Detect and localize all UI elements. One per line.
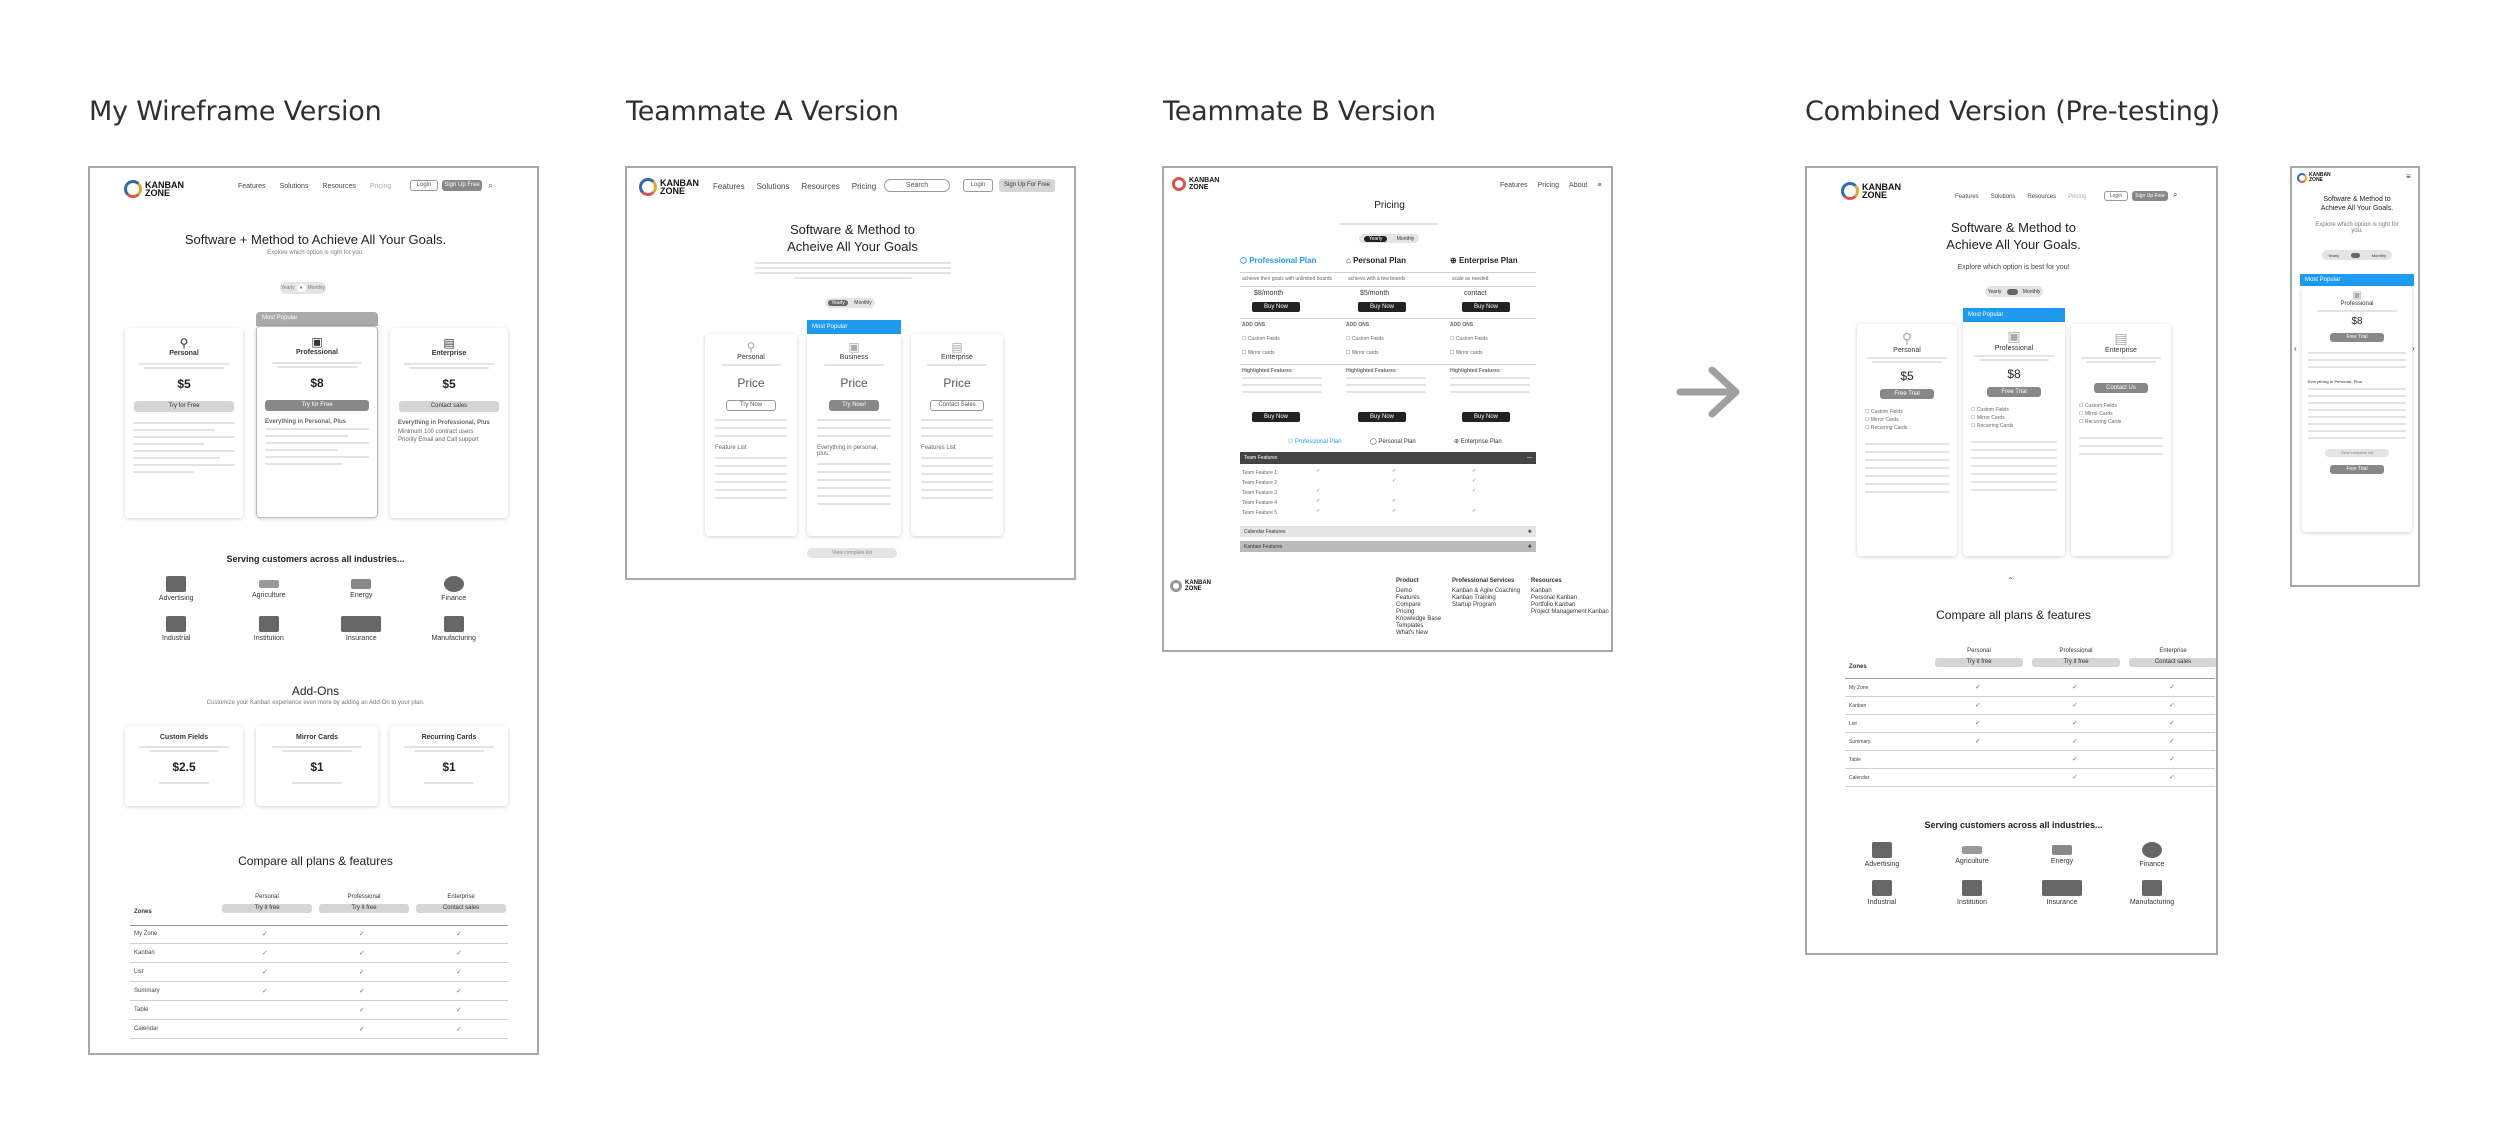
addon-checkbox-mirror-cards[interactable]: ☐ Mirror cards <box>1346 350 1379 356</box>
person-icon: ⚲ <box>1901 330 1913 346</box>
view-complete-list-button[interactable]: View complete list <box>807 548 897 558</box>
industry-institution: Institution <box>223 616 316 642</box>
plan-cta-button[interactable]: Free Trial <box>2330 333 2384 342</box>
building-icon: ▤ <box>2114 330 2128 346</box>
plan-name: Professional <box>2340 301 2374 307</box>
menu-icon[interactable]: ≡ <box>1597 182 1602 189</box>
carousel-next-icon[interactable]: › <box>2412 344 2415 353</box>
footer-link[interactable]: Compare <box>1396 602 1421 608</box>
hamburger-menu-icon[interactable]: ≡ <box>2406 172 2411 181</box>
team-features-header[interactable]: Team Features — <box>1240 452 1536 464</box>
addon-line: ☐ Custom Fields <box>1971 407 2009 413</box>
industry-finance: Finance <box>2107 842 2197 868</box>
addon-price: $2.5 <box>172 760 196 774</box>
most-popular-tab: Most Popular <box>256 312 378 326</box>
table-row: Team Feature 2 <box>1242 480 1278 486</box>
highlighted-label: Highlighted Features <box>1242 368 1292 374</box>
nav-solutions[interactable]: Solutions <box>756 182 790 191</box>
plan-name: Professional <box>1994 345 2034 352</box>
nav-resources[interactable]: Resources <box>801 182 840 191</box>
addon-line: ☐ Recurring Cards <box>1865 425 1908 431</box>
addons-title: Add-Ons <box>291 684 340 698</box>
everything-label: Everything in Personal, Plus <box>2308 379 2363 384</box>
zone-row: Summary <box>1849 739 1871 745</box>
toggle-monthly[interactable]: Monthly <box>2022 288 2041 295</box>
page-title-line1: Software & Method to <box>789 222 915 237</box>
zone-row: My Zone <box>1849 685 1869 691</box>
plan-everything-label: Everything in Professional, Plus <box>398 420 490 426</box>
addon-line: ☐ Custom Fields <box>2079 403 2117 409</box>
zone-row: Kanban <box>134 950 155 956</box>
addons-subtitle: Customize your Kanban experience even more by adding an Add-On to your plan. <box>206 700 425 706</box>
footer-resources: Resources Kanban Personal Kanban Portfolio Kanban Project Management Kanban <box>1531 578 1609 615</box>
plan-professional-header: ⬡ Professional Plan <box>1240 256 1317 265</box>
compare-title: Compare all plans & features <box>1936 608 2091 622</box>
highlighted-label: Highlighted Features <box>1450 368 1500 374</box>
plan-cta-button[interactable]: Contact Us <box>2094 383 2148 393</box>
nav-about[interactable]: About <box>1569 182 1588 189</box>
search-icon[interactable]: ⌕ <box>488 180 494 190</box>
nav-solutions[interactable]: Solutions <box>279 183 309 190</box>
table-row: Team Feature 5 <box>1242 510 1278 516</box>
industry-industrial: Industrial <box>130 616 223 642</box>
my-wireframe-frame: KANBAN ZONE Features Solutions Resources Pricing Login Sign Up Free ⌕ Software + Method to Achieve All Your Goals. Explore which option is right for you. Yearly ● Monthly Most Popular ⚲ Personal $5 Try for Free ▣ Professional $8 Try for Free Everything in Personal, Plus ▤ Enterprise $5 Contact sales Everything in Professional, Plus Minimum 100 contract users Priority Email and Call support Serving customers across all industries... Advertising Agriculture Energy Finance Industrial Institution Insurance Manufacturing Add-Ons Customize your Kanban experience even more by adding an Add-On to your plan. Custom Fields $2.5 Mirror Cards $1 Recurring Cards $1 Compare all plans & features Personal Professional Enterprise Try it free Try it free Contact sales Zones My Zone Kanban List Summary Table Calendar ✓ ✓ ✓ ✓ ✓ ✓ ✓ ✓ ✓ ✓ ✓ ✓ ✓ ✓ ✓ ✓ <box>88 166 539 1055</box>
plan-enterprise-header: ⊕ Enterprise Plan <box>1450 256 1518 265</box>
industries-title: Serving customers across all industries... <box>226 554 405 564</box>
buy-now-button[interactable]: Buy Now <box>1462 412 1510 422</box>
buy-now-button[interactable]: Buy Now <box>1358 412 1406 422</box>
plan-price: contact <box>1464 290 1487 297</box>
plan-card-enterprise <box>911 334 1003 536</box>
plan-card-professional <box>1963 322 2065 556</box>
plan-price: $8 <box>2351 316 2363 327</box>
brand-line2: ZONE <box>660 186 686 196</box>
compare-cta-enterprise[interactable]: Contact sales <box>416 904 506 913</box>
signup-button[interactable]: Sign Up Free <box>442 180 482 191</box>
plan-card-personal <box>1857 324 1957 556</box>
footer-link[interactable]: Project Management Kanban <box>1531 609 1609 615</box>
building-icon: ▤ <box>443 336 455 350</box>
industry-agriculture: Agriculture <box>223 576 316 602</box>
industry-institution: Institution <box>1927 880 2017 906</box>
compare-cta-professional[interactable]: Try it free <box>319 904 409 913</box>
addon-card-recurring-cards <box>390 726 508 806</box>
plan-everything-label: Everything in Personal, Plus <box>265 419 347 425</box>
table-row: Team Feature 4 <box>1242 500 1278 506</box>
zone-row: Table <box>1849 757 1861 763</box>
teammate-a-frame <box>625 166 1076 580</box>
zone-row: Calendar <box>134 1026 159 1032</box>
compare-col-professional: Professional <box>2059 648 2093 654</box>
kanban-logo-icon <box>2297 173 2307 183</box>
collapse-icon[interactable]: — <box>1527 455 1532 461</box>
zone-row: Table <box>134 1007 149 1013</box>
plan-price: $5 <box>442 377 456 391</box>
heading-my-wireframe: My Wireframe Version <box>89 96 382 127</box>
compare-title: Compare all plans & features <box>238 854 393 868</box>
page-title-line1: Software & Method to <box>2323 196 2391 203</box>
addon-checkbox-custom-fields[interactable]: ☐ Custom Fields <box>1242 336 1280 342</box>
buy-now-button[interactable]: Buy Now <box>1252 412 1300 422</box>
compare-col-enterprise: Enterprise <box>2159 648 2187 654</box>
plan-price: $8 <box>310 376 324 390</box>
carousel-prev-icon[interactable]: ‹ <box>2294 344 2297 353</box>
kanban-logo-icon <box>639 178 657 196</box>
plan-name: Enterprise <box>941 354 973 361</box>
page-title-line2: Acheive All Your Goals <box>787 239 918 254</box>
compare-cta-personal[interactable]: Try it free <box>1935 658 2023 667</box>
zone-row: List <box>134 969 144 975</box>
toggle-yearly[interactable]: Yearly <box>1987 288 2002 295</box>
zone-row: Kanban <box>1849 703 1867 709</box>
nav-pricing[interactable]: Pricing <box>851 182 877 191</box>
plan-cta-button[interactable]: Contact sales <box>399 401 499 412</box>
plan-card-personal <box>705 334 797 536</box>
industry-manufacturing: Manufacturing <box>2107 880 2197 906</box>
plan-cta-button[interactable]: Free Trial <box>1987 387 2041 397</box>
main-nav <box>713 182 876 191</box>
plan-cta-button[interactable]: Try for Free <box>265 400 369 411</box>
addons-label: ADD ONS <box>1346 322 1370 328</box>
building-icon: ▤ <box>951 340 963 354</box>
billing-toggle[interactable]: Yearly ● Monthly <box>1985 286 2043 297</box>
plan-name: Personal <box>169 350 199 357</box>
addon-checkbox-mirror-cards[interactable]: ☐ Mirror cards <box>1242 350 1275 356</box>
nav-resources[interactable]: Resources <box>2027 194 2057 200</box>
page-subtitle: Explore which option is right for you. <box>267 250 364 256</box>
nav-pricing[interactable]: Pricing <box>2068 194 2087 200</box>
plan-name: Enterprise <box>2105 347 2137 354</box>
brand-line1: KANBAN <box>145 180 184 190</box>
buy-now-button[interactable]: Buy Now <box>1252 302 1300 312</box>
page-title-line1: Software & Method to <box>1950 220 2076 235</box>
login-button[interactable]: Login <box>410 180 438 191</box>
chevron-up-icon[interactable]: ⌃ <box>2007 576 2014 585</box>
industry-advertising: Advertising <box>1837 842 1927 868</box>
brand-line2: ZONE <box>145 188 171 198</box>
toggle-yearly[interactable]: Yearly <box>828 300 848 306</box>
login-button[interactable]: Login <box>2104 191 2128 201</box>
industries-title: Serving customers across all industries... <box>1924 820 2103 830</box>
industries-grid <box>1837 842 2197 906</box>
addons-label: ADD ONS <box>1450 322 1474 328</box>
addon-price: $1 <box>442 760 456 774</box>
plan-price: $5/month <box>1360 290 1390 297</box>
compare-cta-enterprise[interactable]: Contact sales <box>2129 658 2217 667</box>
compare-col-personal: Personal <box>1967 648 1991 654</box>
plan-price: Price <box>943 376 971 390</box>
footer-link[interactable]: Knowledge Base <box>1396 616 1442 622</box>
brand-logo <box>124 180 184 198</box>
footer-link[interactable]: Features <box>1396 595 1420 601</box>
zones-label: Zones <box>1849 664 1867 670</box>
industries-grid <box>130 576 500 642</box>
addon-checkbox-custom-fields[interactable]: ☐ Custom Fields <box>1346 336 1384 342</box>
plan-price: $5 <box>1900 369 1914 383</box>
toggle-yearly[interactable]: Yearly <box>280 285 295 291</box>
page-subtitle: Explore which option is right for you. <box>2315 222 2399 234</box>
briefcase-icon: ▣ <box>848 340 860 354</box>
expand-icon[interactable]: ✚ <box>1527 529 1532 535</box>
main-nav <box>1500 182 1601 189</box>
plan-name: Professional <box>295 349 338 356</box>
nav-features[interactable]: Features <box>1500 182 1528 189</box>
kanban-logo-icon <box>1172 177 1186 191</box>
search-input[interactable]: Search <box>884 179 950 192</box>
footer-link[interactable]: Kanban & Agile Coaching <box>1452 588 1521 594</box>
nav-pricing[interactable]: Pricing <box>1537 182 1560 189</box>
plan-cta-button-bottom[interactable]: Free Trial <box>2330 465 2384 474</box>
table-row: Team Feature 3 <box>1242 490 1278 496</box>
addon-card-mirror-cards <box>256 726 378 806</box>
addon-line: ☐ Mirror Cards <box>1971 415 2005 421</box>
plan-cta-button[interactable]: Try Now <box>726 400 776 411</box>
industry-energy: Energy <box>315 576 408 602</box>
zone-row: My Zone <box>134 931 158 937</box>
addon-checkbox-mirror-cards[interactable]: ☐ Mirror cards <box>1450 350 1483 356</box>
plan-cta-button[interactable]: Try Now! <box>829 400 879 411</box>
compare-col-enterprise: Enterprise <box>447 894 475 900</box>
calendar-features-header[interactable]: Calendar Features ✚ <box>1240 526 1536 537</box>
page-title-line2: Achieve All Your Goals. <box>2320 205 2394 212</box>
footer-product: Product Demo Features Compare Pricing Knowledge Base Templates What's New <box>1396 578 1442 636</box>
addon-line: ☐ Custom Fields <box>1865 409 1903 415</box>
view-complete-list-button[interactable]: View complete list <box>2325 449 2389 457</box>
plan-desc: scale as needed <box>1452 276 1489 282</box>
page-title: Pricing <box>1374 200 1405 211</box>
person-icon: ⚲ <box>179 336 189 350</box>
nav-features[interactable]: Features <box>1955 194 1979 200</box>
plan-cta-button[interactable]: Contact Sales <box>930 400 984 411</box>
combined-frame: KANBAN ZONE Features Solutions Resources Pricing Login Sign Up Free ⌕ Software & Method to Achieve All Your Goals. Explore which option is best for you! Yearly ● Monthly Most Popular ⚲ Personal $5 Free Trial ☐ Custom Fields ☐ Mirror Cards ☐ Recurring Cards ▣ Professional $8 Free Trial ☐ Custom Fields ☐ Mirror Cards ☐ Recurring Cards ▤ Enterprise Contact Us ☐ Custom Fields ☐ Mirror Cards ☐ Recurring Cards ⌃ Compare all plans & features Personal Professional Enterprise Try it free Try it free Contact sales Zones My Zone Kanban List Summary Table Calendar ✓ ✓ ✓ ✓ ✓ ✓ ✓ ✓ ✓ ✓ ✓ ✓ ✓ ✓ ✓ ✓ Serving customers across all industries... Advertising Agriculture Energy Finance Industrial Institution Insurance Manufacturing <box>1805 166 2218 955</box>
footer-link[interactable]: Pricing <box>1396 609 1415 615</box>
plan-price: $5 <box>177 377 191 391</box>
brand-logo: KANBAN ZONE <box>2297 173 2331 183</box>
footer-link[interactable]: Startup Program <box>1452 602 1497 608</box>
industry-manufacturing: Manufacturing <box>408 616 501 642</box>
footer-logo: KANBAN ZONE <box>1170 580 1211 592</box>
heading-combined: Combined Version (Pre-testing) <box>1805 96 2220 127</box>
plan-card-professional <box>2302 286 2412 532</box>
briefcase-icon: ▣ <box>311 335 323 349</box>
heading-teammate-a: Teammate A Version <box>626 96 899 127</box>
buy-now-button[interactable]: Buy Now <box>1358 302 1406 312</box>
plan-price: $8 <box>2007 367 2021 381</box>
buy-now-button[interactable]: Buy Now <box>1462 302 1510 312</box>
billing-toggle[interactable]: Yearly ● Monthly <box>2322 250 2392 260</box>
footer-link[interactable]: Kanban Training <box>1452 595 1496 601</box>
zones-label: Zones <box>134 909 152 915</box>
person-icon: ⚲ <box>746 340 756 354</box>
plan-price: Price <box>737 376 765 390</box>
page-title-line2: Achieve All Your Goals. <box>1946 237 2081 252</box>
login-button[interactable]: Login <box>963 179 993 192</box>
signup-button[interactable]: Sign Up For Free <box>999 179 1055 192</box>
table-plan-personal: ◯ Personal Plan <box>1370 439 1416 445</box>
brand-logo <box>639 178 699 196</box>
zone-row: Summary <box>134 988 160 994</box>
search-icon[interactable]: ⌕ <box>2173 190 2178 199</box>
plan-card-enterprise <box>2071 324 2171 556</box>
toggle-monthly[interactable]: Monthly <box>854 300 872 306</box>
page-title: Software + Method to Achieve All Your Goals. <box>184 232 447 247</box>
addon-line: ☐ Mirror Cards <box>1865 417 1899 423</box>
footer-link[interactable]: Kanban <box>1531 588 1552 594</box>
table-plan-professional: ⬡ Professional Plan <box>1288 439 1342 445</box>
footer-link[interactable]: Portfolio Kanban <box>1531 602 1576 608</box>
plan-card-enterprise <box>390 328 508 518</box>
industry-insurance: Insurance <box>2017 880 2107 906</box>
mobile-frame <box>2290 166 2420 587</box>
plan-price: $8/month <box>1254 290 1284 297</box>
nav-features[interactable]: Features <box>238 183 266 190</box>
industry-advertising: Advertising <box>130 576 223 602</box>
everything-label: Everything in personal, plus: <box>817 445 879 457</box>
expand-icon[interactable]: ✚ <box>1527 544 1532 550</box>
addon-line: ☐ Mirror Cards <box>2079 411 2113 417</box>
billing-toggle[interactable] <box>1359 234 1419 243</box>
most-popular-bar: Most Popular <box>807 320 901 334</box>
plan-cta-button[interactable]: Try for Free <box>134 401 234 412</box>
teammate-b-frame: KANBAN ZONE Features Pricing About ≡ Pricing Yearly Monthly ⬡ Professional Plan ⌂ Personal Plan ⊕ Enterprise Plan achieve their goals with unlimited boards achieve with a few boards scale as needed $8/month $5/month contact Buy Now Buy Now Buy Now ADD ONS ADD ONS ADD ONS ☐ Custom Fields ☐ Mirror cards ☐ Custom Fields ☐ Mirror cards ☐ Custom Fields ☐ Mirror cards Highlighted Features Highlighted Features Highlighted Features Buy Now Buy Now Buy Now ⬡ Professional Plan ◯ Personal Plan ⊕ Enterprise Plan Team Features — Team Feature 1 Team Feature 2 Team Feature 3 Team Feature 4 Team Feature 5 ✓ ✓ ✓ ✓ ✓ ✓ ✓ ✓ ✓ ✓ ✓ ✓ Calendar Features ✚ Kanban Features ✚ KANBAN ZONE Product Demo Features Compare Pricing Knowledge Base Templates What's New Professional Services Kanban & Agile Coaching Kanban Training Startup Program Resources Kanban Personal Kanban Portfolio Kanban Project Management Kanban <box>1162 166 1613 652</box>
compare-col-professional: Professional <box>347 894 381 900</box>
kanban-logo-icon <box>1841 182 1859 200</box>
kanban-logo-icon <box>1170 580 1182 592</box>
plan-card-professional <box>256 326 378 518</box>
industry-insurance: Insurance <box>315 616 408 642</box>
compare-cta-personal[interactable]: Try it free <box>222 904 312 913</box>
nav-solutions[interactable]: Solutions <box>1990 194 2016 200</box>
plan-name: Personal <box>737 354 765 361</box>
industry-energy: Energy <box>2017 842 2107 868</box>
enterprise-feature: Priority Email and Call support <box>398 437 479 443</box>
footer-link[interactable]: Demo <box>1396 588 1413 594</box>
plan-cta-button[interactable]: Free Trial <box>1880 389 1934 399</box>
main-nav <box>238 183 391 190</box>
plan-card-personal <box>125 328 243 518</box>
heading-teammate-b: Teammate B Version <box>1163 96 1436 127</box>
plan-name: Enterprise <box>431 350 467 357</box>
most-popular-bar: Most Popular <box>2300 274 2414 286</box>
toggle-monthly[interactable]: Monthly <box>2371 252 2386 258</box>
brand-line1: KANBAN <box>660 178 699 188</box>
toggle-monthly[interactable]: Monthly <box>307 285 326 291</box>
billing-toggle[interactable] <box>825 298 875 308</box>
footer-link[interactable]: Personal Kanban <box>1531 595 1578 601</box>
addon-name: Custom Fields <box>159 734 209 741</box>
kanban-features-header[interactable]: Kanban Features ✚ <box>1240 541 1536 552</box>
intro-text-lines <box>755 262 951 279</box>
features-list-label: Features List <box>921 445 956 451</box>
footer-services: Professional Services Kanban & Agile Coaching Kanban Training Startup Program <box>1452 578 1521 608</box>
footer-link[interactable]: What's New <box>1396 630 1428 636</box>
plan-name: Business <box>839 354 869 361</box>
addon-name: Recurring Cards <box>421 734 477 741</box>
plan-personal-header: ⌂ Personal Plan <box>1346 256 1406 265</box>
briefcase-icon: ▣ <box>2352 290 2362 301</box>
addon-price: $1 <box>310 760 324 774</box>
plan-card-business <box>807 334 901 536</box>
nav-pricing[interactable]: Pricing <box>369 183 392 190</box>
toggle-yearly[interactable]: Yearly <box>1364 236 1388 242</box>
zone-row: List <box>1849 721 1857 727</box>
main-nav <box>1955 194 2086 200</box>
nav-features[interactable]: Features <box>713 182 745 191</box>
industry-agriculture: Agriculture <box>1927 842 2017 868</box>
brand-logo: KANBAN ZONE <box>1172 177 1219 191</box>
kanban-logo-icon <box>124 180 142 198</box>
industry-industrial: Industrial <box>1837 880 1927 906</box>
zone-row: Calendar <box>1849 775 1870 781</box>
industry-finance: Finance <box>408 576 501 602</box>
arrow-right-icon <box>1676 362 1742 422</box>
highlighted-label: Highlighted Features <box>1346 368 1396 374</box>
feature-list-label: Feature List <box>715 445 747 451</box>
table-plan-enterprise: ⊕ Enterprise Plan <box>1454 439 1502 445</box>
plan-desc: achieve their goals with unlimited boards <box>1242 276 1333 282</box>
toggle-monthly[interactable]: Monthly <box>1396 235 1415 242</box>
addon-line: ☐ Recurring Cards <box>1971 423 2014 429</box>
page-subtitle: Explore which option is best for you! <box>1957 264 2070 271</box>
addon-line: ☐ Recurring Cards <box>2079 419 2122 425</box>
billing-toggle[interactable]: Yearly ● Monthly <box>280 282 326 294</box>
addon-checkbox-custom-fields[interactable]: ☐ Custom Fields <box>1450 336 1488 342</box>
compare-col-personal: Personal <box>255 894 279 900</box>
compare-cta-professional[interactable]: Try it free <box>2032 658 2120 667</box>
addons-label: ADD ONS <box>1242 322 1266 328</box>
briefcase-icon: ▣ <box>2007 328 2021 344</box>
nav-resources[interactable]: Resources <box>322 183 356 190</box>
addon-name: Mirror Cards <box>295 734 338 741</box>
enterprise-feature: Minimum 100 contract users <box>398 429 474 435</box>
plan-name: Personal <box>1893 347 1921 354</box>
table-row: Team Feature 1 <box>1242 470 1278 476</box>
brand-logo: KANBAN ZONE <box>1841 182 1901 200</box>
addon-card-custom-fields <box>125 726 243 806</box>
footer-link[interactable]: Templates <box>1396 623 1424 629</box>
most-popular-bar: Most Popular <box>1963 308 2065 322</box>
plan-price: Price <box>840 376 868 390</box>
toggle-yearly[interactable]: Yearly <box>2328 252 2340 258</box>
plan-desc: achieve with a few boards <box>1348 276 1406 282</box>
signup-button[interactable]: Sign Up Free <box>2132 191 2168 201</box>
